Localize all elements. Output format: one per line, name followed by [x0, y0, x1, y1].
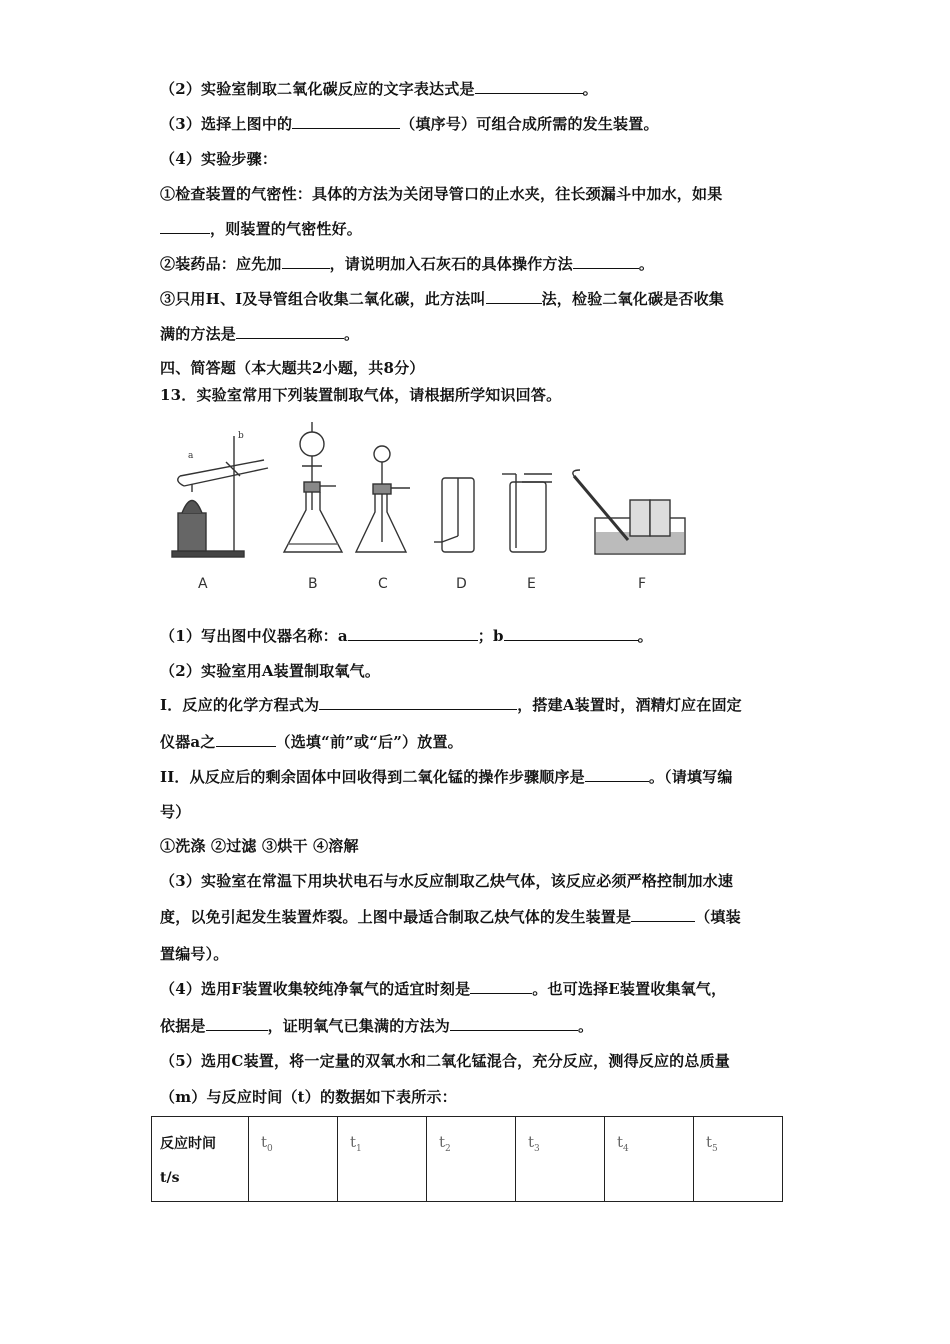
figure-label-d: D — [456, 576, 467, 592]
answer-blank[interactable] — [348, 626, 478, 641]
apparatus-f — [573, 470, 685, 554]
operation-options: ①洗涤 ②过滤 ③烘干 ④溶解 — [160, 837, 359, 855]
step1-line2: ，则装置的气密性好。 — [160, 218, 362, 239]
apparatus-b — [284, 422, 342, 552]
answer-blank[interactable] — [236, 324, 344, 339]
question-13: 13．实验室常用下列装置制取气体，请根据所学知识回答。 — [160, 386, 562, 404]
apparatus-c — [356, 446, 410, 552]
table-header-cell — [152, 1117, 249, 1202]
q2-line: （2）实验室制取二氧化碳反应的文字表达式是 。 — [160, 80, 598, 98]
answer-blank[interactable] — [160, 219, 210, 234]
step1-line: ①检查装置的气密性：具体的方法为关闭导管口的止水夹，往长颈漏斗中加水，如果 — [160, 185, 723, 203]
answer-blank[interactable] — [470, 979, 532, 994]
table-cell: $t_4$ — [605, 1117, 694, 1202]
figure-label-b: B — [308, 576, 318, 592]
sub-q4: （4）选用F装置收集较纯净氧气的适宜时刻是 。也可选择E装置收集氧气， — [160, 980, 727, 998]
step3-line: ③只用H、I及导管组合收集二氧化碳，此方法叫 法，检验二氧化碳是否收集 — [160, 290, 724, 308]
section-heading: 四、简答题（本大题共2小题，共8分） — [160, 359, 425, 377]
answer-blank[interactable] — [631, 907, 695, 922]
figure-label-a: A — [198, 576, 208, 592]
step2-line: ②装药品：应先加 ，请说明加入石灰石的具体操作方法 。 — [160, 255, 655, 273]
figure-label-f: F — [638, 576, 647, 592]
table-cell: $t_5$ — [694, 1117, 783, 1202]
sub-q2-i: I．反应的化学方程式为 ，搭建A装置时，酒精灯应在固定 — [160, 696, 742, 714]
answer-blank[interactable] — [216, 732, 276, 747]
sub-q2-ii-line2: 号） — [160, 803, 191, 821]
header-label: 反应时间 — [160, 1136, 216, 1152]
answer-blank[interactable] — [573, 254, 639, 269]
answer-blank[interactable] — [486, 289, 542, 304]
q4-title: （4）实验步骤： — [160, 150, 278, 168]
answer-blank[interactable] — [585, 767, 649, 782]
answer-blank[interactable] — [450, 1016, 578, 1031]
answer-blank[interactable] — [292, 114, 400, 129]
answer-blank[interactable] — [319, 695, 517, 710]
answer-blank[interactable] — [475, 79, 583, 94]
apparatus-d — [434, 478, 474, 552]
header-unit: t/s — [160, 1170, 180, 1186]
label-b: b — [238, 431, 244, 441]
sub-q5-line2: （m）与反应时间（t）的数据如下表所示： — [160, 1088, 457, 1106]
sub-q2-i-line2: 仪器a之 （选填“前”或“后”）放置。 — [160, 733, 463, 751]
table-cell: $t_2$ — [427, 1117, 516, 1202]
sub-q2: （2）实验室用A装置制取氧气。 — [160, 662, 381, 680]
table-cell: $t_3$ — [516, 1117, 605, 1202]
data-table — [151, 1116, 783, 1202]
sub-q4-line2: 依据是 ，证明氧气已集满的方法为 。 — [160, 1017, 594, 1035]
table-row — [152, 1117, 783, 1202]
sub-q3: （3）实验室在常温下用块状电石与水反应制取乙炔气体，该反应必须严格控制加水速 — [160, 872, 734, 890]
q3-line: （3）选择上图中的 （填序号）可组合成所需的发生装置。 — [160, 115, 659, 133]
sub-q3-line2: 度，以免引起发生装置炸裂。上图中最适合制取乙炔气体的发生装置是 （填装 — [160, 908, 741, 926]
apparatus-figure — [160, 418, 700, 598]
answer-blank[interactable] — [206, 1016, 268, 1031]
figure-label-c: C — [378, 576, 388, 592]
answer-blank[interactable] — [504, 626, 638, 641]
sub-q1: （1）写出图中仪器名称：a ；b 。 — [160, 627, 653, 645]
figure-label-e: E — [527, 576, 536, 592]
label-a: a — [188, 451, 194, 461]
apparatus-a — [172, 431, 268, 557]
sub-q3-line3: 置编号）。 — [160, 945, 229, 963]
table-cell: $t_1$ — [338, 1117, 427, 1202]
apparatus-e — [502, 474, 552, 552]
sub-q2-ii: II．从反应后的剩余固体中回收得到二氧化锰的操作步骤顺序是 。（请填写编 — [160, 768, 733, 786]
step3-line2: 满的方法是 。 — [160, 325, 360, 343]
answer-blank[interactable] — [282, 254, 330, 269]
sub-q5: （5）选用C装置，将一定量的双氧水和二氧化锰混合，充分反应，测得反应的总质量 — [160, 1052, 730, 1070]
table-cell: $t_0$ — [249, 1117, 338, 1202]
